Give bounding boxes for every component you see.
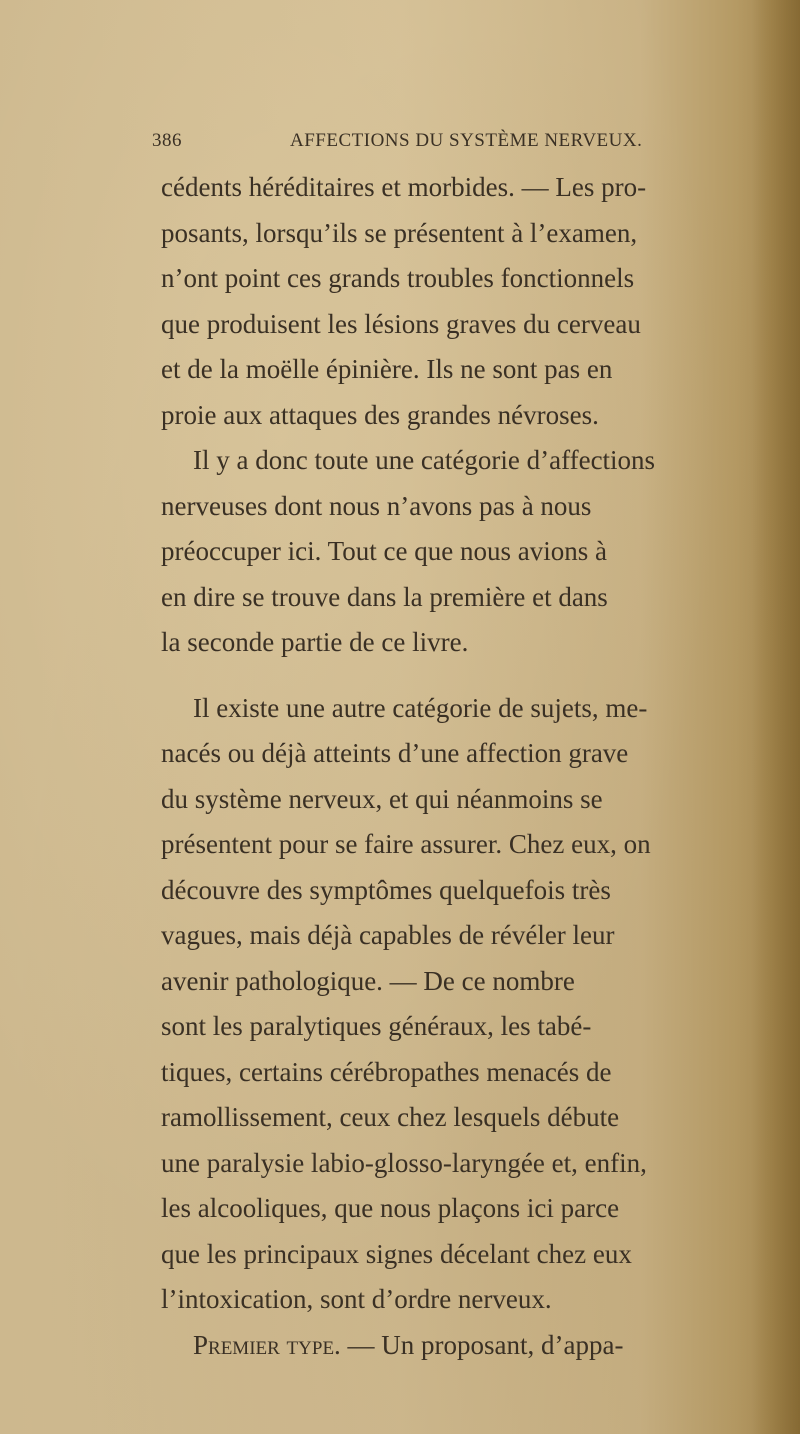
section-text: — Un proposant, d’appa- <box>340 1329 624 1360</box>
text-line: n’ont point ces grands troubles fonctionnels <box>161 263 635 293</box>
page-edge-shadow <box>752 0 800 1434</box>
text-line: les alcooliques, que nous plaçons ici parce <box>161 1193 620 1223</box>
text-line: ramollissement, ceux chez lesquels débute <box>161 1102 620 1132</box>
text-line: Il y a donc toute une catégorie d’affections <box>193 445 656 475</box>
text-line: découvre des symptômes quelquefois très <box>161 874 611 905</box>
paragraph-3 <box>161 686 737 1323</box>
paragraph-gap <box>161 666 737 686</box>
text-line: proie aux attaques des grandes névroses. <box>161 399 599 430</box>
text-line: Il existe une autre catégorie de sujets, me- <box>193 692 648 723</box>
text-line: avenir pathologique. — De ce nombre <box>161 965 575 996</box>
text-line: présentent pour se faire assurer. Chez eux, on <box>161 829 651 859</box>
text-line: que les principaux signes décelant chez eux <box>161 1238 632 1269</box>
text-line: du système nerveux, et qui néanmoins se <box>161 783 603 814</box>
text-line: sont les paralytiques généraux, les tabé- <box>161 1011 592 1041</box>
paragraph-4 <box>161 1323 737 1369</box>
body-text <box>161 165 737 1368</box>
text-line: la seconde partie de ce livre. <box>161 627 469 657</box>
text-line: et de la moëlle épinière. Ils ne sont pas en <box>161 354 613 384</box>
text-line: posants, lorsqu’ils se présentent à l’examen, <box>161 217 638 248</box>
text-line: vagues, mais déjà capables de révéler leur <box>161 920 615 950</box>
text-line: nerveuses dont nous n’avons pas à nous <box>161 490 592 521</box>
text-line: que produisent les lésions graves du cerveau <box>161 308 641 339</box>
running-title: AFFECTIONS DU SYSTÈME NERVEUX. <box>290 130 643 151</box>
section-heading: Premier type. <box>193 1329 341 1360</box>
text-line: en dire se trouve dans la première et dans <box>161 581 608 612</box>
text-line: tiques, certains cérébropathes menacés de <box>161 1056 612 1087</box>
text-line <box>161 1323 737 1369</box>
paragraph-1 <box>161 165 737 438</box>
text-line: l’intoxication, sont d’ordre nerveux. <box>161 1284 552 1314</box>
text-line: nacés ou déjà atteints d’une affection grave <box>161 738 629 768</box>
text-line: cédents héréditaires et morbides. — Les pro- <box>161 172 647 202</box>
paragraph-2 <box>161 438 737 666</box>
text-line: préoccuper ici. Tout ce que nous avions à <box>161 536 607 566</box>
running-header <box>152 130 732 160</box>
text-line: une paralysie labio-glosso-laryngée et, enfin, <box>161 1147 647 1178</box>
page-number: 386 <box>152 130 182 151</box>
